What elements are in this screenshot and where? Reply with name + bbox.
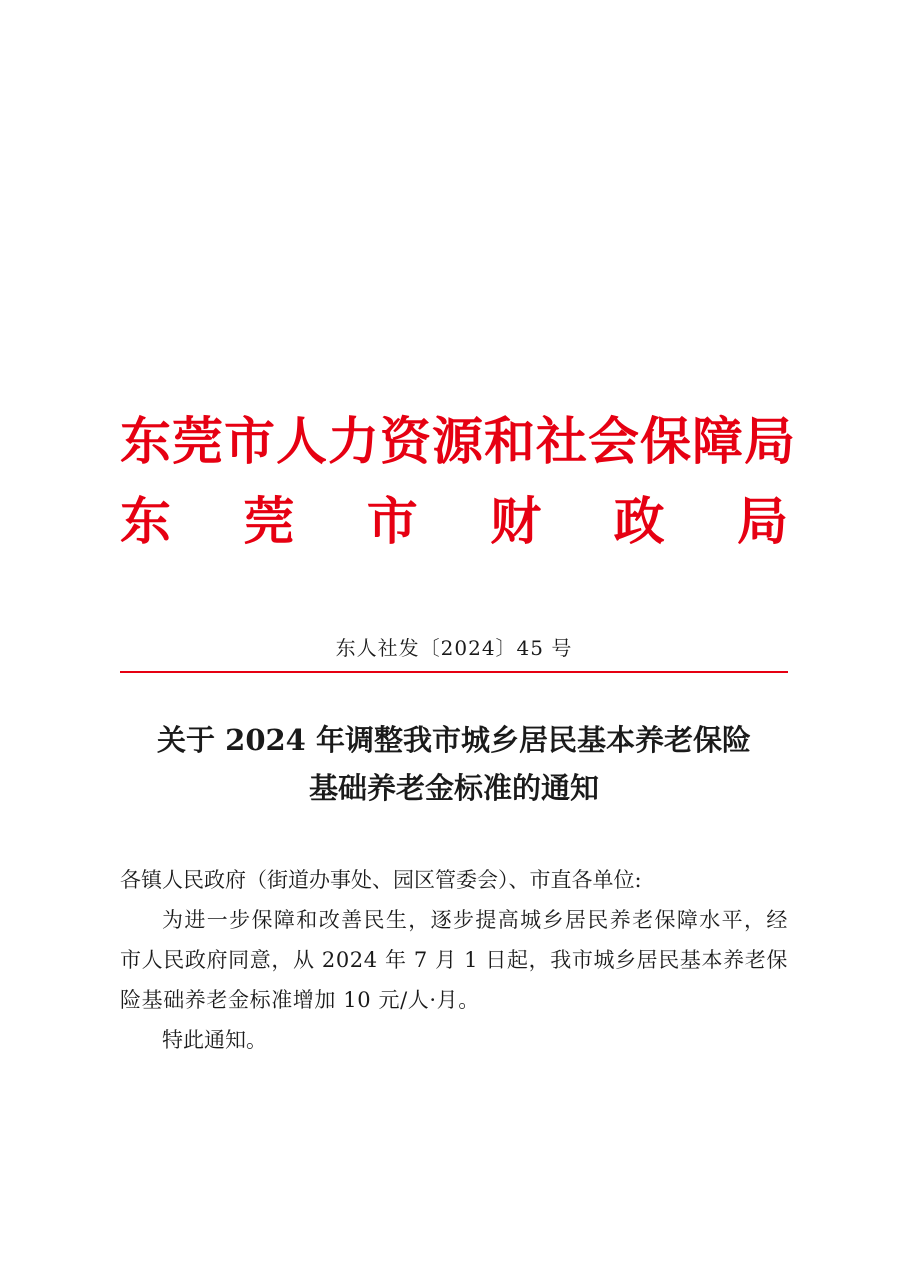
issuer-hrss-bureau: 东莞市人力资源和社会保障局 <box>120 412 797 472</box>
issuer-finance-bureau <box>120 492 788 552</box>
document-title <box>110 716 798 812</box>
closing-line: 特此通知。 <box>162 1028 267 1052</box>
document-title-line-1: 关于 2024 年调整我市城乡居民基本养老保险 <box>157 723 751 757</box>
issuer-char: 局 <box>736 492 788 552</box>
issuer-char: 东 <box>120 492 172 552</box>
issuer-char: 莞 <box>243 492 295 552</box>
document-number: 东人社发〔2024〕45 号 <box>335 636 573 660</box>
issuer-char: 财 <box>490 492 542 552</box>
document-title-line-2: 基础养老金标准的通知 <box>308 771 599 805</box>
red-divider-line <box>120 671 788 673</box>
salutation: 各镇人民政府（街道办事处、园区管委会）、市直各单位: <box>120 868 642 892</box>
document-body <box>120 860 788 1060</box>
issuer-char: 市 <box>366 492 418 552</box>
issuer-char: 政 <box>613 492 665 552</box>
body-paragraph: 为进一步保障和改善民生，逐步提高城乡居民养老保障水平，经市人民政府同意，从 2024 年 7 月 1 日起，我市城乡居民基本养老保险基础养老金标准增加 10 元/人·月。 <box>120 908 788 1012</box>
